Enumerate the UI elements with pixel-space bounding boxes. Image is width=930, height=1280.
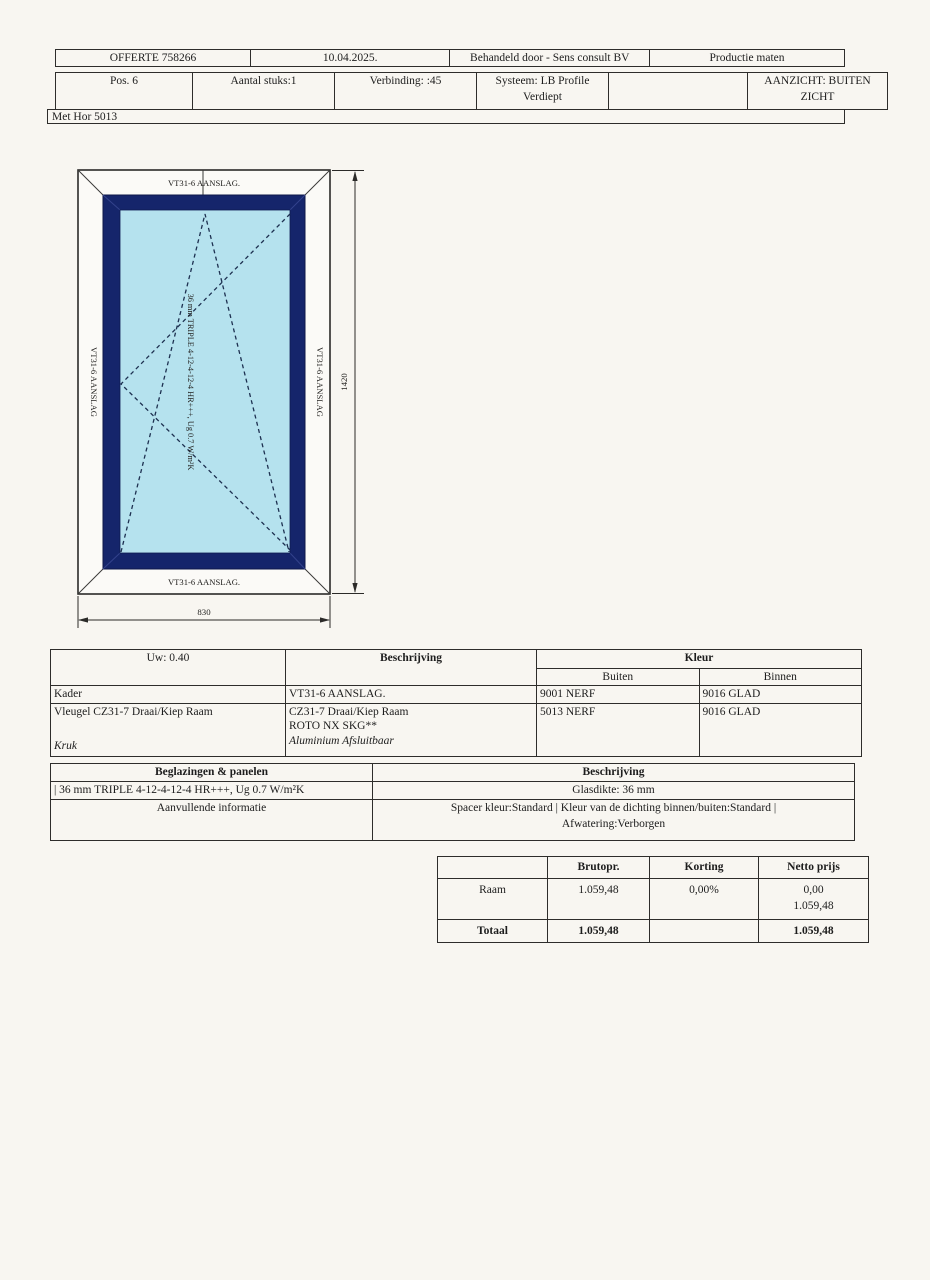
view-cell: AANZICHT: BUITEN ZICHT (748, 73, 888, 110)
position-cell: Pos. 6 (56, 73, 193, 110)
glass-spec-text: 36 mm TRIPLE 4-12-4-12-4 HR+++, Ug 0.7 W/m²K (186, 293, 195, 471)
extra-info-value-cell: Spacer kleur:Standard | Kleur van de dichting binnen/buiten:Standard | Afwatering:Verborgen (373, 800, 855, 841)
profile-label-left: VT31-6 AANSLAG (89, 347, 99, 417)
offer-header-table (55, 49, 845, 67)
height-dimension-value: 1420 (339, 373, 349, 391)
colour-header: Kleur (537, 650, 862, 669)
sash-row-desc-cell (286, 703, 537, 756)
price-row-discount: 0,00% (650, 879, 759, 920)
glass-thickness-cell: Glasdikte: 36 mm (373, 782, 855, 800)
window-glass (120, 210, 290, 553)
glazing-header: Beglazingen & panelen (51, 764, 373, 782)
price-row-label: Raam (438, 879, 548, 920)
sash-row-outside-colour: 5013 NERF (537, 703, 700, 756)
profile-label-right: VT31-6 AANSLAG (315, 347, 325, 417)
handled-by: Behandeld door - Sens consult BV (450, 50, 650, 67)
sash-row-inside-colour: 9016 GLAD (699, 703, 862, 756)
profile-label-bottom: VT31-6 AANSLAG. (167, 577, 241, 587)
spec-table (50, 649, 862, 757)
total-gross: 1.059,48 (548, 920, 650, 943)
gross-price-header: Brutopr. (548, 857, 650, 879)
price-row-gross: 1.059,48 (548, 879, 650, 920)
sash-desc-line1: CZ31-7 Draai/Kiep Raam (289, 705, 409, 718)
width-dimension-value: 830 (197, 607, 211, 617)
extra-info-label-cell: Aanvullende informatie (51, 800, 373, 841)
discount-header: Korting (650, 857, 759, 879)
profile-label-top: VT31-6 AANSLAG. (167, 178, 241, 188)
empty-cell (609, 73, 748, 110)
total-discount (650, 920, 759, 943)
system-cell: Systeem: LB Profile Verdiept (477, 73, 609, 110)
production-sizes-label: Productie maten (650, 50, 845, 67)
price-row-net: 0,00 1.059,48 (759, 879, 869, 920)
glazing-description-header: Beschrijving (373, 764, 855, 782)
inside-header: Binnen (699, 669, 862, 686)
frame-row-label: Kader (51, 686, 286, 703)
description-header: Beschrijving (286, 650, 537, 686)
position-header-table (55, 72, 888, 110)
total-net: 1.059,48 (759, 920, 869, 943)
sash-desc-line2: ROTO NX SKG** (289, 720, 377, 733)
offer-date: 10.04.2025. (250, 50, 450, 67)
handle-label: Kruk (54, 739, 77, 752)
frame-row-outside-colour: 9001 NERF (537, 686, 700, 703)
price-table (437, 856, 869, 943)
total-label: Totaal (438, 920, 548, 943)
outside-header: Buiten (537, 669, 700, 686)
glass-spec-cell: | 36 mm TRIPLE 4-12-4-12-4 HR+++, Ug 0.7 W/m²K (51, 782, 373, 800)
sash-desc-line3: Aluminium Afsluitbaar (289, 734, 394, 747)
frame-row-inside-colour: 9016 GLAD (699, 686, 862, 703)
met-hor-note: Met Hor 5013 (47, 109, 845, 124)
uw-value-cell: Uw: 0.40 (51, 650, 286, 686)
joint-cell: Verbinding: :45 (335, 73, 477, 110)
sash-row-label: Vleugel CZ31-7 Draai/Kiep Raam (54, 705, 213, 718)
net-price-header: Netto prijs (759, 857, 869, 879)
frame-row-desc: VT31-6 AANSLAG. (286, 686, 537, 703)
offer-number: OFFERTE 758266 (56, 50, 251, 67)
window-drawing (55, 158, 375, 643)
sash-row-label-cell (51, 703, 286, 756)
quantity-cell: Aantal stuks:1 (193, 73, 335, 110)
glazing-table (50, 763, 855, 841)
price-header-empty (438, 857, 548, 879)
